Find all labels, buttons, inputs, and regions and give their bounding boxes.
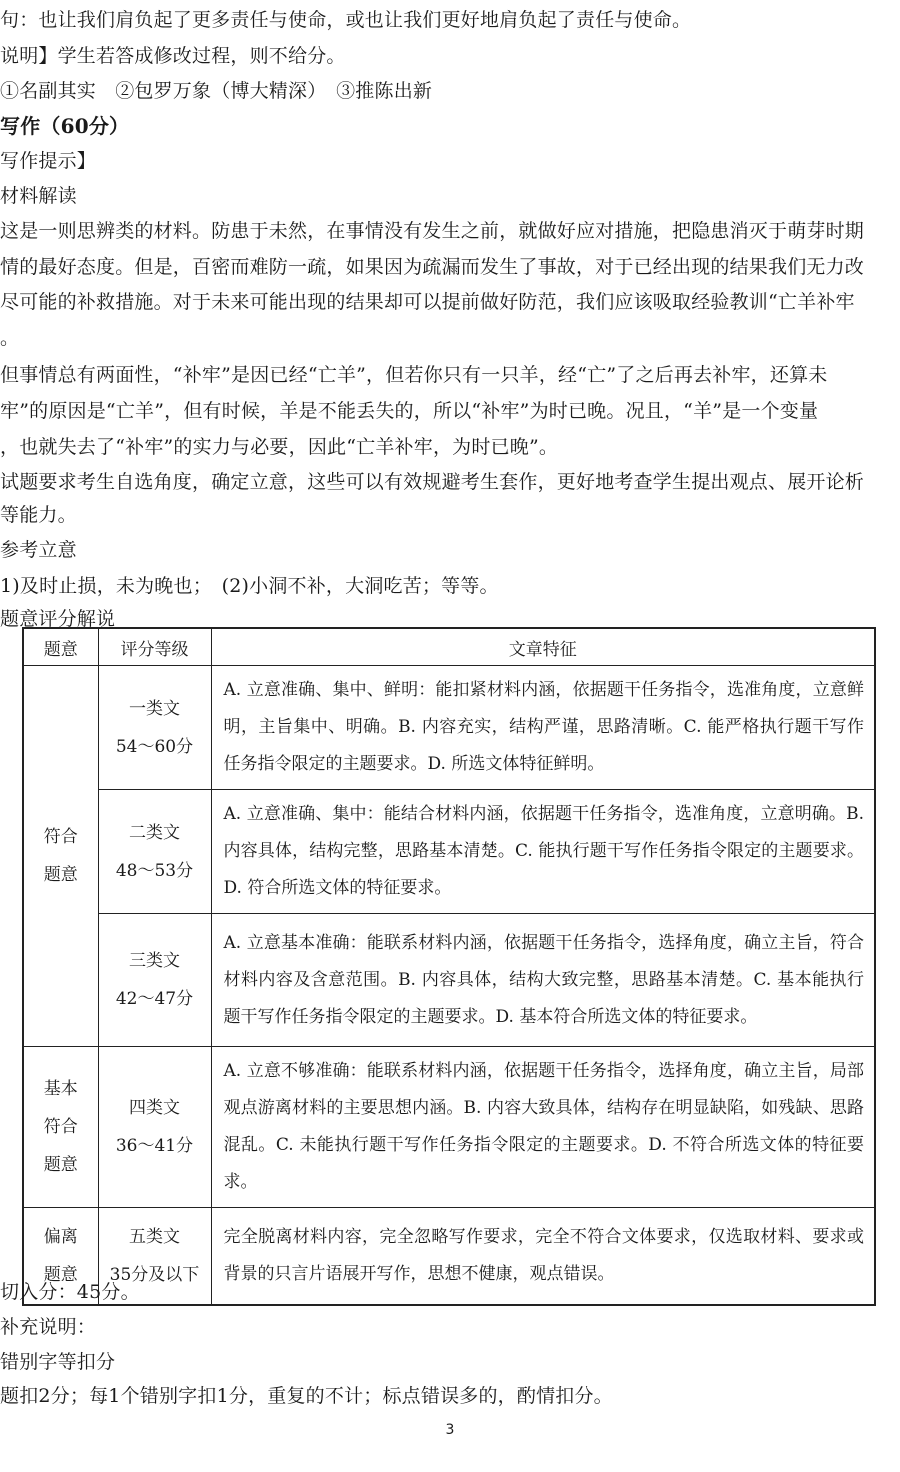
- category-cell: 偏离 题意: [23, 1208, 98, 1305]
- level-name: 一类文: [129, 698, 180, 719]
- feature-description: A. 立意准确、集中、鲜明：能扣紧材料内涵，依据题干任务指令，选准角度，立意鲜明，主旨集中、明确。B. 内容充实，结构严谨，思路清晰。C. 能严格执行题干写作任务指令限定的主题要求。D. 所选文体特征鲜明。: [211, 666, 875, 790]
- line-1: 句：也让我们肩负起了更多责任与使命，或也让我们更好地肩负起了责任与使命。: [0, 9, 692, 31]
- table-row: [23, 1047, 875, 1208]
- level-score: 42～47分: [115, 989, 194, 1009]
- line-12: 牢”的原因是“亡羊”，但有时候，羊是不能丢失的，所以“补牢”为时已晚。况且，“羊”是一个变量: [0, 400, 819, 422]
- header-cell: 题意: [23, 628, 98, 666]
- line-18: 题意评分解说: [0, 608, 116, 630]
- header-cell: 文章特征: [211, 628, 875, 666]
- after-2: 补充说明：: [0, 1316, 97, 1338]
- line-4: 写作（60分）: [0, 114, 130, 138]
- after-3: 错别字等扣分: [0, 1351, 116, 1373]
- level-score: 36～41分: [115, 1136, 194, 1156]
- line-2: 说明】学生若答成修改过程，则不给分。: [0, 45, 346, 67]
- level-name: 四类文: [129, 1098, 180, 1118]
- level-score: 54～60分: [115, 736, 194, 757]
- line-13: ，也就失去了“补牢”的实力与必要，因此“亡羊补牢，为时已晚”。: [0, 436, 559, 458]
- table-row: [23, 666, 875, 790]
- level-cell: [98, 790, 211, 914]
- line-5: 写作提示】: [0, 150, 97, 172]
- line-10: 。: [0, 327, 20, 349]
- table-row: [23, 1208, 875, 1305]
- line-6: 材料解读: [0, 185, 77, 207]
- table-row: [23, 790, 875, 914]
- line-3: ①名副其实 ②包罗万象（博大精深） ③推陈出新: [0, 80, 433, 102]
- line-9: 尽可能的补救措施。对于未来可能出现的结果却可以提前做好防范，我们应该吸取经验教训“亡羊补牢: [0, 291, 855, 313]
- line-7: 这是一则思辨类的材料。防患于未然，在事情没有发生之前，就做好应对措施，把隐患消灭于萌芽时期: [0, 220, 865, 242]
- header-cell: 评分等级: [98, 628, 211, 666]
- level-cell: [98, 914, 211, 1047]
- page-number: 3: [445, 1422, 455, 1438]
- line-16: 参考立意: [0, 539, 77, 561]
- level-score: 48～53分: [115, 860, 194, 881]
- after-1: 切入分：45分。: [0, 1281, 140, 1303]
- line-15: 等能力。: [0, 504, 77, 526]
- level-name: 五类文: [129, 1226, 180, 1247]
- line-14: 试题要求考生自选角度，确定立意，这些可以有效规避考生套作，更好地考查学生提出观点、展开论析: [0, 471, 865, 493]
- category-cell: 符合 题意: [23, 666, 98, 1047]
- level-score: 35分及以下: [109, 1264, 200, 1285]
- feature-description: A. 立意不够准确：能联系材料内涵，依据题干任务指令，选择角度，确立主旨，局部观点游离材料的主要思想内涵。B. 内容大致具体，结构存在明显缺陷，如残缺、思路混乱。C. 未能执行题干写作任务指令限定的主题要求。D. 不符合所选文体的特征要求。: [211, 1047, 875, 1208]
- feature-description: 完全脱离材料内容，完全忽略写作要求，完全不符合文体要求，仅选取材料、要求或背景的只言片语展开写作，思想不健康，观点错误。: [211, 1208, 875, 1305]
- level-cell: [98, 1047, 211, 1208]
- after-4: 题扣2分；每1个错别字扣1分，重复的不计；标点错误多的，酌情扣分。: [0, 1385, 613, 1407]
- level-name: 二类文: [129, 822, 180, 843]
- scoring-rubric-table: [22, 627, 876, 1306]
- line-8: 情的最好态度。但是，百密而难防一疏，如果因为疏漏而发生了事故，对于已经出现的结果我们无力改: [0, 256, 865, 278]
- feature-description: A. 立意基本准确：能联系材料内涵，依据题干任务指令，选择角度，确立主旨，符合材料内容及含意范围。B. 内容具体，结构大致完整，思路基本清楚。C. 基本能执行题干写作任务指令限定的主题要求。D. 基本符合所选文体的特征要求。: [211, 914, 875, 1047]
- table-header-row: [23, 628, 875, 666]
- category-cell: 基本 符合 题意: [23, 1047, 98, 1208]
- line-11: 但事情总有两面性，“补牢”是因已经“亡羊”，但若你只有一只羊，经“亡”了之后再去补牢，还算未: [0, 364, 828, 386]
- line-17: 1)及时止损，未为晚也； (2)小洞不补，大洞吃苦；等等。: [0, 575, 499, 597]
- table-row: [23, 914, 875, 1047]
- level-cell: [98, 666, 211, 790]
- level-name: 三类文: [129, 951, 180, 971]
- feature-description: A. 立意准确、集中：能结合材料内涵，依据题干任务指令，选准角度，立意明确。B. 内容具体，结构完整，思路基本清楚。C. 能执行题干写作任务指令限定的主题要求。D. 符合所选文体的特征要求。: [211, 790, 875, 914]
